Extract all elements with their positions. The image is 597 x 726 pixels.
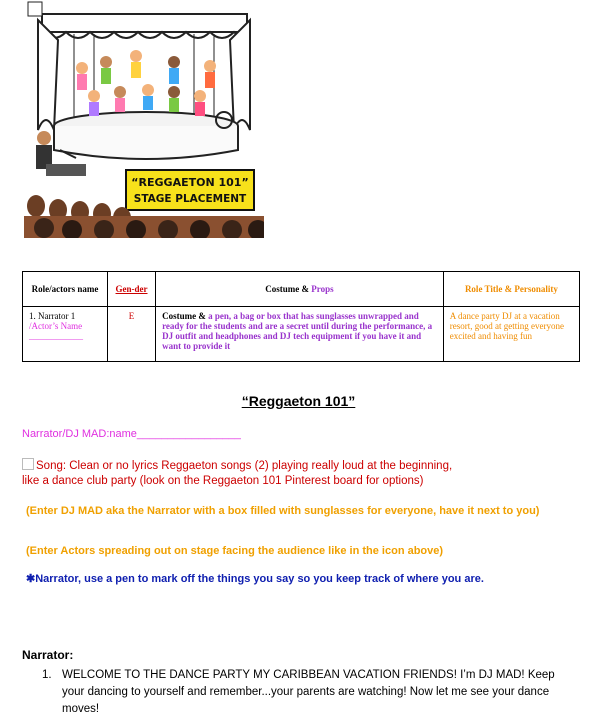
role-num: 1. bbox=[29, 311, 36, 321]
sign-line1: “REGGAETON 101” bbox=[131, 176, 249, 189]
header-gender: Gen-der bbox=[107, 272, 155, 307]
sign-line2: STAGE PLACEMENT bbox=[133, 193, 247, 205]
song-line1: Song: Clean or no lyrics Reggaeton songs (2) playing really loud at the beginning, bbox=[36, 460, 453, 472]
line-text: WELCOME TO THE DANCE PARTY MY CARIBBEAN VACATION FRIENDS! I’m DJ MAD! Keep your dancing to yourself and remember...your parents are watching! Now let me see your dance moves! bbox=[62, 669, 555, 715]
logo-icon bbox=[28, 2, 42, 16]
script-title-text: “Reggaeton 101” bbox=[241, 393, 356, 409]
role-actor: /Actor’s Name bbox=[29, 321, 83, 331]
line-number: 1. bbox=[42, 669, 52, 681]
role-blank: ____________ bbox=[29, 331, 83, 341]
curtain-right bbox=[230, 20, 250, 130]
header-role-title: Role Title & Personality bbox=[443, 272, 579, 307]
checkbox[interactable] bbox=[22, 458, 34, 470]
cell-role-title: A dance party DJ at a vacation resort, good at getting everyone excited and having fun bbox=[443, 307, 579, 362]
narrator-name-line: Narrator/DJ MAD:name_________________ bbox=[22, 428, 241, 440]
stage-drawing bbox=[24, 0, 264, 238]
script-title bbox=[0, 393, 597, 409]
pen-note: ✱Narrator, use a pen to mark off the things you say so you keep track of where you are. bbox=[26, 573, 484, 585]
header-costume-a: Costume & bbox=[265, 284, 312, 294]
costume-text: a pen, a bag or box that has sunglasses unwrapped and ready for the students and are a secret until during the performance, a DJ outfit and headphones and DJ tech equipment if you have it and want to provide it bbox=[162, 311, 433, 351]
header-costume bbox=[156, 272, 444, 307]
song-line2: like a dance club party (look on the Reggaeton 101 Pinterest board for options) bbox=[22, 475, 424, 487]
cell-costume bbox=[156, 307, 444, 362]
narrator-label: Narrator: bbox=[22, 648, 74, 662]
curtain-left bbox=[38, 20, 58, 130]
curtain-valance bbox=[42, 14, 247, 32]
stage-direction-dj: (Enter DJ MAD aka the Narrator with a box filled with sunglasses for everyone, have it next to you) bbox=[26, 505, 540, 517]
table-header-row bbox=[23, 272, 580, 307]
costume-label: Costume & bbox=[162, 311, 209, 321]
roles-table bbox=[22, 271, 580, 362]
header-costume-b: Props bbox=[311, 284, 334, 294]
cell-role bbox=[23, 307, 108, 362]
song-note bbox=[22, 458, 542, 489]
table-row bbox=[23, 307, 580, 362]
cell-gender: E bbox=[107, 307, 155, 362]
role-name: Narrator 1 bbox=[38, 311, 76, 321]
stage-illustration bbox=[24, 0, 264, 238]
list-item bbox=[42, 667, 562, 718]
header-role: Role/actors name bbox=[23, 272, 108, 307]
stage-direction-actors: (Enter Actors spreading out on stage facing the audience like in the icon above) bbox=[26, 545, 444, 557]
